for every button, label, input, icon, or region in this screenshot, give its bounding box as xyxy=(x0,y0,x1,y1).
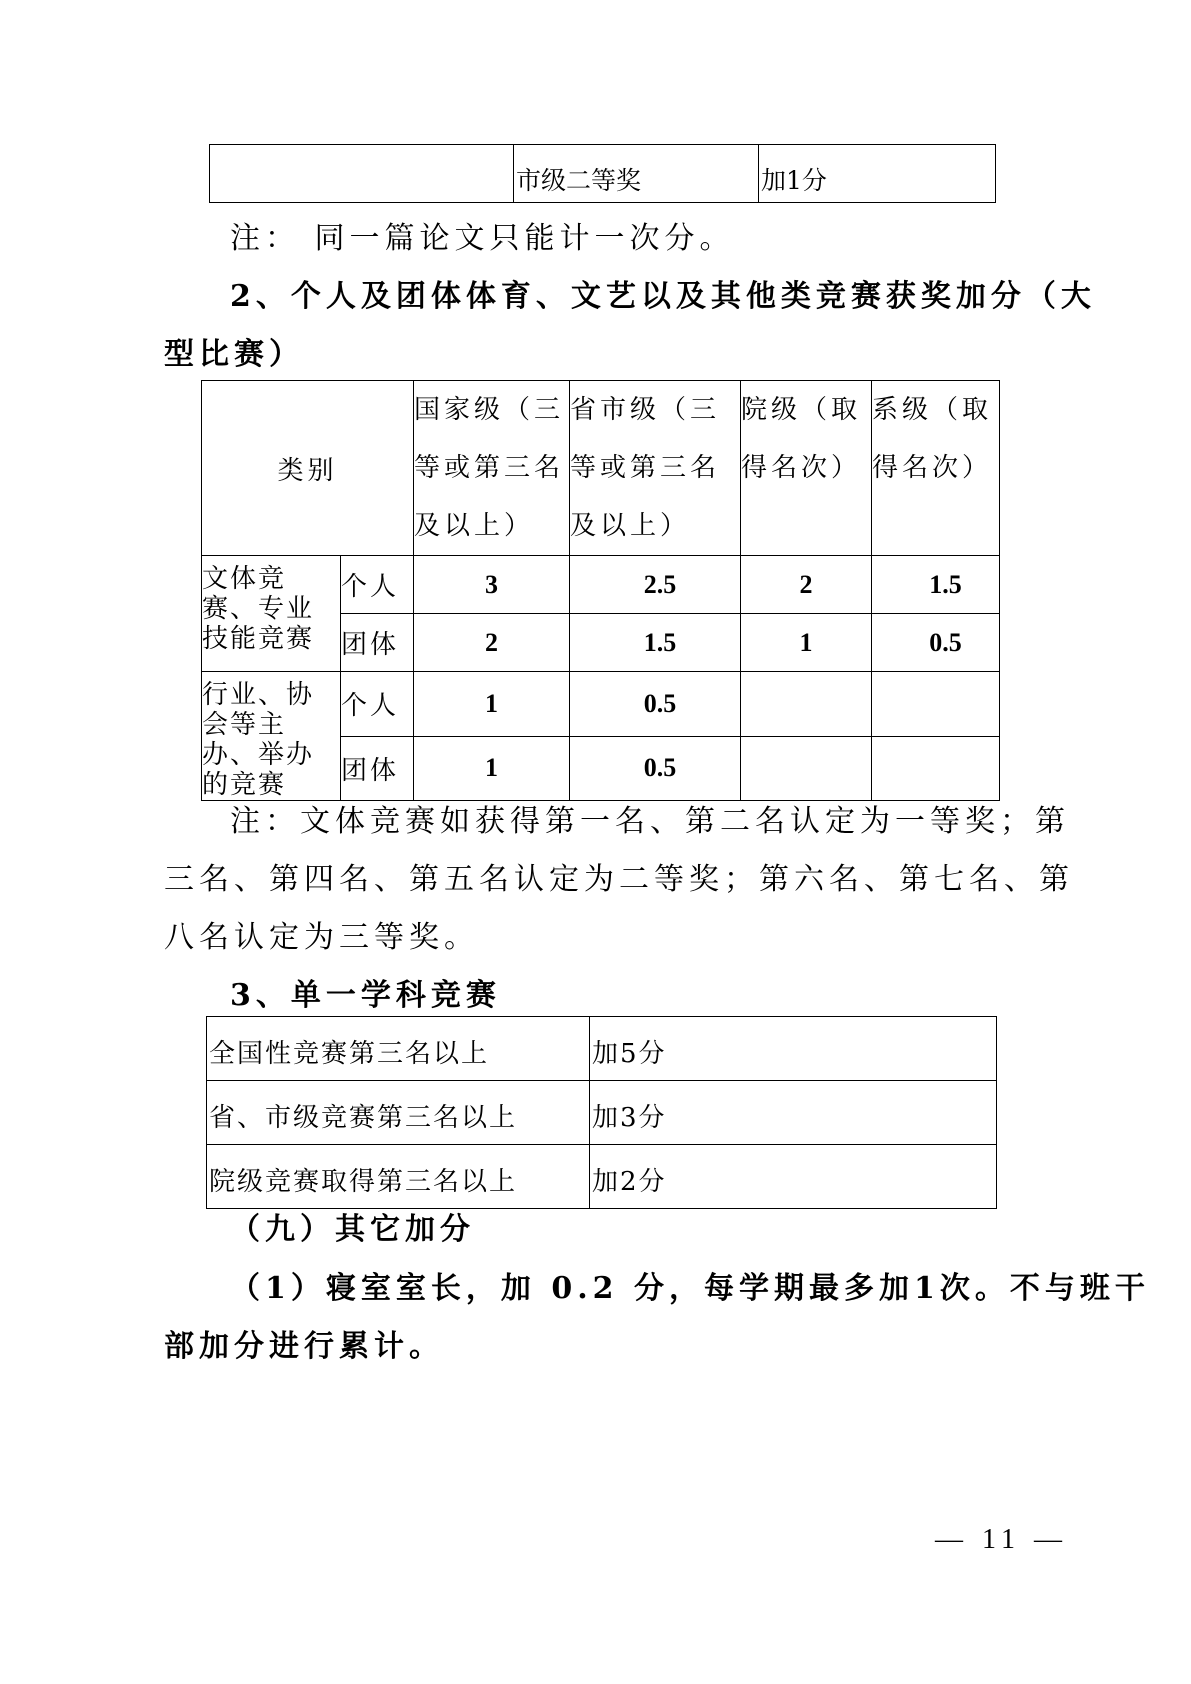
table-top-cell-empty xyxy=(210,145,514,203)
competition-level: 院级竞赛取得第三名以上 xyxy=(207,1145,590,1209)
type-team: 团体 xyxy=(341,614,414,672)
table-top-cell-score: 加1分 xyxy=(759,145,996,203)
cell-value xyxy=(872,672,1000,737)
cell-value: 2 xyxy=(741,556,872,614)
cell-value: 0.5 xyxy=(570,672,741,737)
cell-value: 1 xyxy=(414,736,570,801)
competition-score: 加3分 xyxy=(590,1081,997,1145)
cell-value: 0.5 xyxy=(570,736,741,801)
competition-score: 加5分 xyxy=(590,1017,997,1081)
note-award-ranking-line3: 八名认定为三等奖。 xyxy=(164,920,479,955)
subject-competition-table xyxy=(206,1016,997,1209)
note-paper: 注： 同一篇论文只能计一次分。 xyxy=(230,221,735,256)
item-1-line2: 部加分进行累计。 xyxy=(164,1329,444,1364)
header-college: 院级（取 得名次） xyxy=(741,381,872,556)
section-9-heading: （九）其它加分 xyxy=(230,1212,475,1247)
cell-value xyxy=(872,736,1000,801)
header-national: 国家级（三 等或第三名 及以上） xyxy=(414,381,570,556)
cell-value: 2 xyxy=(414,614,570,672)
cell-value: 1 xyxy=(414,672,570,737)
cell-value: 1.5 xyxy=(872,556,1000,614)
cell-value: 2.5 xyxy=(570,556,741,614)
header-category: 类别 xyxy=(202,381,414,556)
cell-value: 1 xyxy=(741,614,872,672)
cell-value xyxy=(741,736,872,801)
cell-value xyxy=(741,672,872,737)
note-award-ranking-line1: 注：文体竞赛如获得第一名、第二名认定为一等奖；第 xyxy=(230,804,1070,839)
group-association-label: 行业、协会等主办、举办的竞赛 xyxy=(202,672,341,801)
type-team: 团体 xyxy=(341,736,414,801)
section-3-heading: 3、单一学科竞赛 xyxy=(230,978,501,1013)
header-department: 系级（取 得名次） xyxy=(872,381,1000,556)
table-top xyxy=(209,144,996,203)
header-provincial: 省市级（三 等或第三名 及以上） xyxy=(570,381,741,556)
competition-score: 加2分 xyxy=(590,1145,997,1209)
cell-value: 3 xyxy=(414,556,570,614)
section-2-heading-line2: 型比赛） xyxy=(164,337,304,372)
cell-value: 1.5 xyxy=(570,614,741,672)
type-individual: 个人 xyxy=(341,672,414,737)
competition-level: 全国性竞赛第三名以上 xyxy=(207,1017,590,1081)
note-award-ranking-line2: 三名、第四名、第五名认定为二等奖；第六名、第七名、第 xyxy=(164,862,1074,897)
type-individual: 个人 xyxy=(341,556,414,614)
item-1-line1: （1）寝室室长，加 0.2 分，每学期最多加1次。不与班干 xyxy=(230,1271,1150,1306)
competition-level: 省、市级竞赛第三名以上 xyxy=(207,1081,590,1145)
page-number: — 11 — xyxy=(935,1524,1068,1555)
group-sports-label: 文体竞赛、专业技能竞赛 xyxy=(202,556,341,672)
competition-score-table xyxy=(201,380,1000,801)
table-top-cell-award: 市级二等奖 xyxy=(514,145,759,203)
section-2-heading-line1: 2、个人及团体体育、文艺以及其他类竞赛获奖加分（大 xyxy=(230,279,1096,314)
cell-value: 0.5 xyxy=(872,614,1000,672)
